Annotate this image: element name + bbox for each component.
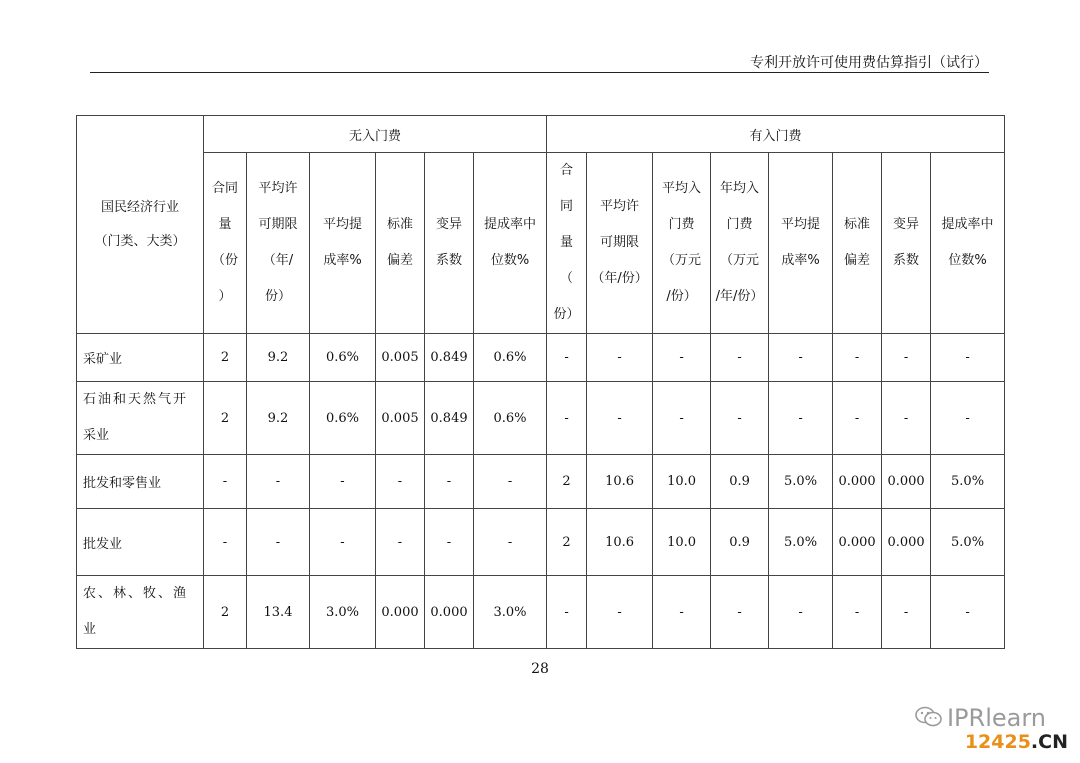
- column-header-line: 可期限: [600, 235, 640, 250]
- value-cell: 10.6: [587, 455, 653, 509]
- industry-header-line: （门类、大类）: [94, 233, 186, 249]
- value-cell: -: [882, 576, 931, 649]
- column-header-cell: [769, 153, 833, 334]
- column-header-cell: [653, 153, 711, 334]
- value-cell: 0.000: [833, 455, 882, 509]
- value-cell: 0.849: [425, 382, 474, 455]
- license-fee-table: [76, 115, 1005, 649]
- value-cell: -: [474, 509, 547, 576]
- value-cell: -: [310, 509, 376, 576]
- value-cell: -: [376, 509, 425, 576]
- column-header-line: （年/: [262, 253, 294, 268]
- column-header-cell: [931, 153, 1005, 334]
- value-cell: -: [425, 509, 474, 576]
- column-header-line: 标准: [386, 217, 413, 232]
- table-row: [77, 382, 1005, 455]
- column-header-line: 量: [560, 235, 574, 250]
- value-cell: -: [474, 455, 547, 509]
- value-cell: -: [587, 576, 653, 649]
- value-cell: -: [711, 334, 769, 382]
- column-header-line: ）: [218, 289, 232, 304]
- value-cell: -: [547, 576, 587, 649]
- industry-cell: [77, 382, 204, 455]
- column-header-line: （万元: [662, 253, 702, 268]
- value-cell: 13.4: [247, 576, 310, 649]
- column-header-line: /份）: [666, 289, 697, 304]
- column-header-line: 平均入: [662, 181, 702, 196]
- value-cell: 9.2: [247, 382, 310, 455]
- watermark: [915, 704, 1046, 732]
- column-header-line: 系数: [435, 253, 462, 268]
- value-cell: -: [769, 576, 833, 649]
- column-header-line: 偏差: [386, 253, 413, 268]
- value-cell: 3.0%: [474, 576, 547, 649]
- column-header-line: 提成率中: [484, 217, 537, 232]
- column-header-line: /年/份）: [715, 289, 764, 304]
- value-cell: -: [833, 334, 882, 382]
- value-cell: -: [653, 334, 711, 382]
- value-cell: 5.0%: [769, 455, 833, 509]
- value-cell: 0.005: [376, 334, 425, 382]
- group-header-with-fee: 有入门费: [547, 116, 1005, 153]
- column-header-cell: [587, 153, 653, 334]
- industry-name-line: 采业: [83, 428, 110, 443]
- table-column-header-row: [77, 153, 1005, 334]
- industry-cell: [77, 334, 204, 382]
- value-cell: -: [653, 382, 711, 455]
- value-cell: -: [247, 455, 310, 509]
- group-header-no-fee: 无入门费: [204, 116, 547, 153]
- column-header-line: 平均提: [781, 217, 821, 232]
- value-cell: 2: [547, 455, 587, 509]
- column-header-cell: [833, 153, 882, 334]
- column-header-line: （年/份）: [591, 271, 648, 286]
- value-cell: 0.9: [711, 455, 769, 509]
- industry-name-line: 批发业: [83, 536, 123, 552]
- document-header-title: 专利开放许可使用费估算指引（试行）: [750, 55, 988, 71]
- column-header-line: 成率%: [323, 253, 362, 268]
- industry-name-line: 采矿业: [83, 352, 123, 367]
- column-header-line: 位数%: [490, 253, 530, 268]
- value-cell: -: [882, 334, 931, 382]
- column-header-line: 同: [560, 199, 574, 214]
- column-header-cell: [547, 153, 587, 334]
- column-header-line: 位数%: [948, 253, 987, 268]
- value-cell: 0.000: [425, 576, 474, 649]
- column-header-cell: [711, 153, 769, 334]
- industry-name-line: 业: [83, 622, 97, 637]
- value-cell: 0.000: [833, 509, 882, 576]
- value-cell: -: [931, 576, 1005, 649]
- column-header-line: 成率%: [781, 253, 820, 268]
- column-header-line: 份）: [553, 307, 580, 322]
- value-cell: 0.6%: [310, 334, 376, 382]
- industry-header-line: 国民经济行业: [100, 199, 179, 215]
- value-cell: 2: [547, 509, 587, 576]
- value-cell: -: [587, 334, 653, 382]
- column-header-line: 量: [218, 217, 232, 232]
- value-cell: 0.6%: [474, 382, 547, 455]
- column-header-cell: [882, 153, 931, 334]
- table-row: [77, 509, 1005, 576]
- industry-header-cell: [77, 116, 204, 334]
- column-header-line: 门费: [726, 217, 753, 232]
- value-cell: -: [653, 576, 711, 649]
- column-header-line: 年均入: [720, 181, 760, 196]
- column-header-line: 标准: [844, 217, 871, 232]
- column-header-line: 变异: [893, 217, 920, 232]
- value-cell: 0.849: [425, 334, 474, 382]
- brand-number: 12425: [964, 731, 1031, 753]
- column-header-line: 变异: [435, 217, 462, 232]
- brand-domain: .CN: [1030, 731, 1068, 753]
- value-cell: -: [931, 382, 1005, 455]
- column-header-cell: [474, 153, 547, 334]
- column-header-line: 平均许: [600, 199, 640, 214]
- value-cell: 2: [204, 334, 247, 382]
- column-header-line: 系数: [893, 253, 920, 268]
- column-header-line: 可期限: [258, 217, 298, 232]
- value-cell: -: [931, 334, 1005, 382]
- site-brand: [965, 731, 1068, 753]
- value-cell: -: [204, 509, 247, 576]
- column-header-cell: [247, 153, 310, 334]
- column-header-line: 门费: [668, 217, 695, 232]
- value-cell: 9.2: [247, 334, 310, 382]
- value-cell: -: [833, 576, 882, 649]
- column-header-cell: [310, 153, 376, 334]
- value-cell: -: [711, 576, 769, 649]
- industry-name-line: 批发和零售业: [83, 476, 162, 491]
- value-cell: 5.0%: [769, 509, 833, 576]
- column-header-cell: [204, 153, 247, 334]
- value-cell: -: [547, 334, 587, 382]
- value-cell: -: [376, 455, 425, 509]
- column-header-line: 偏差: [844, 253, 871, 268]
- column-header-line: 合: [560, 163, 574, 178]
- column-header-line: （: [560, 271, 574, 286]
- table-group-header-row: [77, 116, 1005, 153]
- value-cell: 2: [204, 576, 247, 649]
- value-cell: -: [769, 382, 833, 455]
- value-cell: 0.6%: [310, 382, 376, 455]
- column-header-line: 合同: [211, 181, 238, 196]
- column-header-cell: [425, 153, 474, 334]
- value-cell: -: [833, 382, 882, 455]
- column-header-line: 提成率中: [941, 217, 994, 232]
- header-divider: [90, 72, 989, 73]
- column-header-line: 平均提: [322, 217, 362, 232]
- value-cell: 0.6%: [474, 334, 547, 382]
- value-cell: 2: [204, 382, 247, 455]
- value-cell: 0.005: [376, 382, 425, 455]
- column-header-cell: [376, 153, 425, 334]
- value-cell: -: [425, 455, 474, 509]
- column-header-line: 份）: [264, 289, 291, 304]
- value-cell: 10.0: [653, 509, 711, 576]
- column-header-line: （万元: [720, 253, 760, 268]
- value-cell: 10.6: [587, 509, 653, 576]
- value-cell: 3.0%: [310, 576, 376, 649]
- value-cell: 0.000: [376, 576, 425, 649]
- table-row: [77, 455, 1005, 509]
- value-cell: 10.0: [653, 455, 711, 509]
- industry-name-line: 石油和天然气开: [83, 392, 189, 407]
- industry-cell: [77, 576, 204, 649]
- value-cell: 0.000: [882, 455, 931, 509]
- industry-cell: [77, 509, 204, 576]
- watermark-text: IPRlearn: [946, 704, 1046, 732]
- value-cell: -: [547, 382, 587, 455]
- value-cell: -: [310, 455, 376, 509]
- value-cell: 5.0%: [931, 509, 1005, 576]
- industry-name-line: 农、林、牧、渔: [83, 586, 189, 601]
- value-cell: -: [769, 334, 833, 382]
- value-cell: -: [711, 382, 769, 455]
- industry-cell: [77, 455, 204, 509]
- value-cell: 0.9: [711, 509, 769, 576]
- value-cell: -: [882, 382, 931, 455]
- wechat-icon: [915, 706, 943, 728]
- value-cell: -: [247, 509, 310, 576]
- table-row: [77, 334, 1005, 382]
- column-header-line: 平均许: [258, 181, 298, 196]
- column-header-line: （份: [211, 253, 238, 268]
- value-cell: -: [204, 455, 247, 509]
- value-cell: -: [587, 382, 653, 455]
- page-number: 28: [531, 661, 549, 677]
- table-row: [77, 576, 1005, 649]
- value-cell: 5.0%: [931, 455, 1005, 509]
- value-cell: 0.000: [882, 509, 931, 576]
